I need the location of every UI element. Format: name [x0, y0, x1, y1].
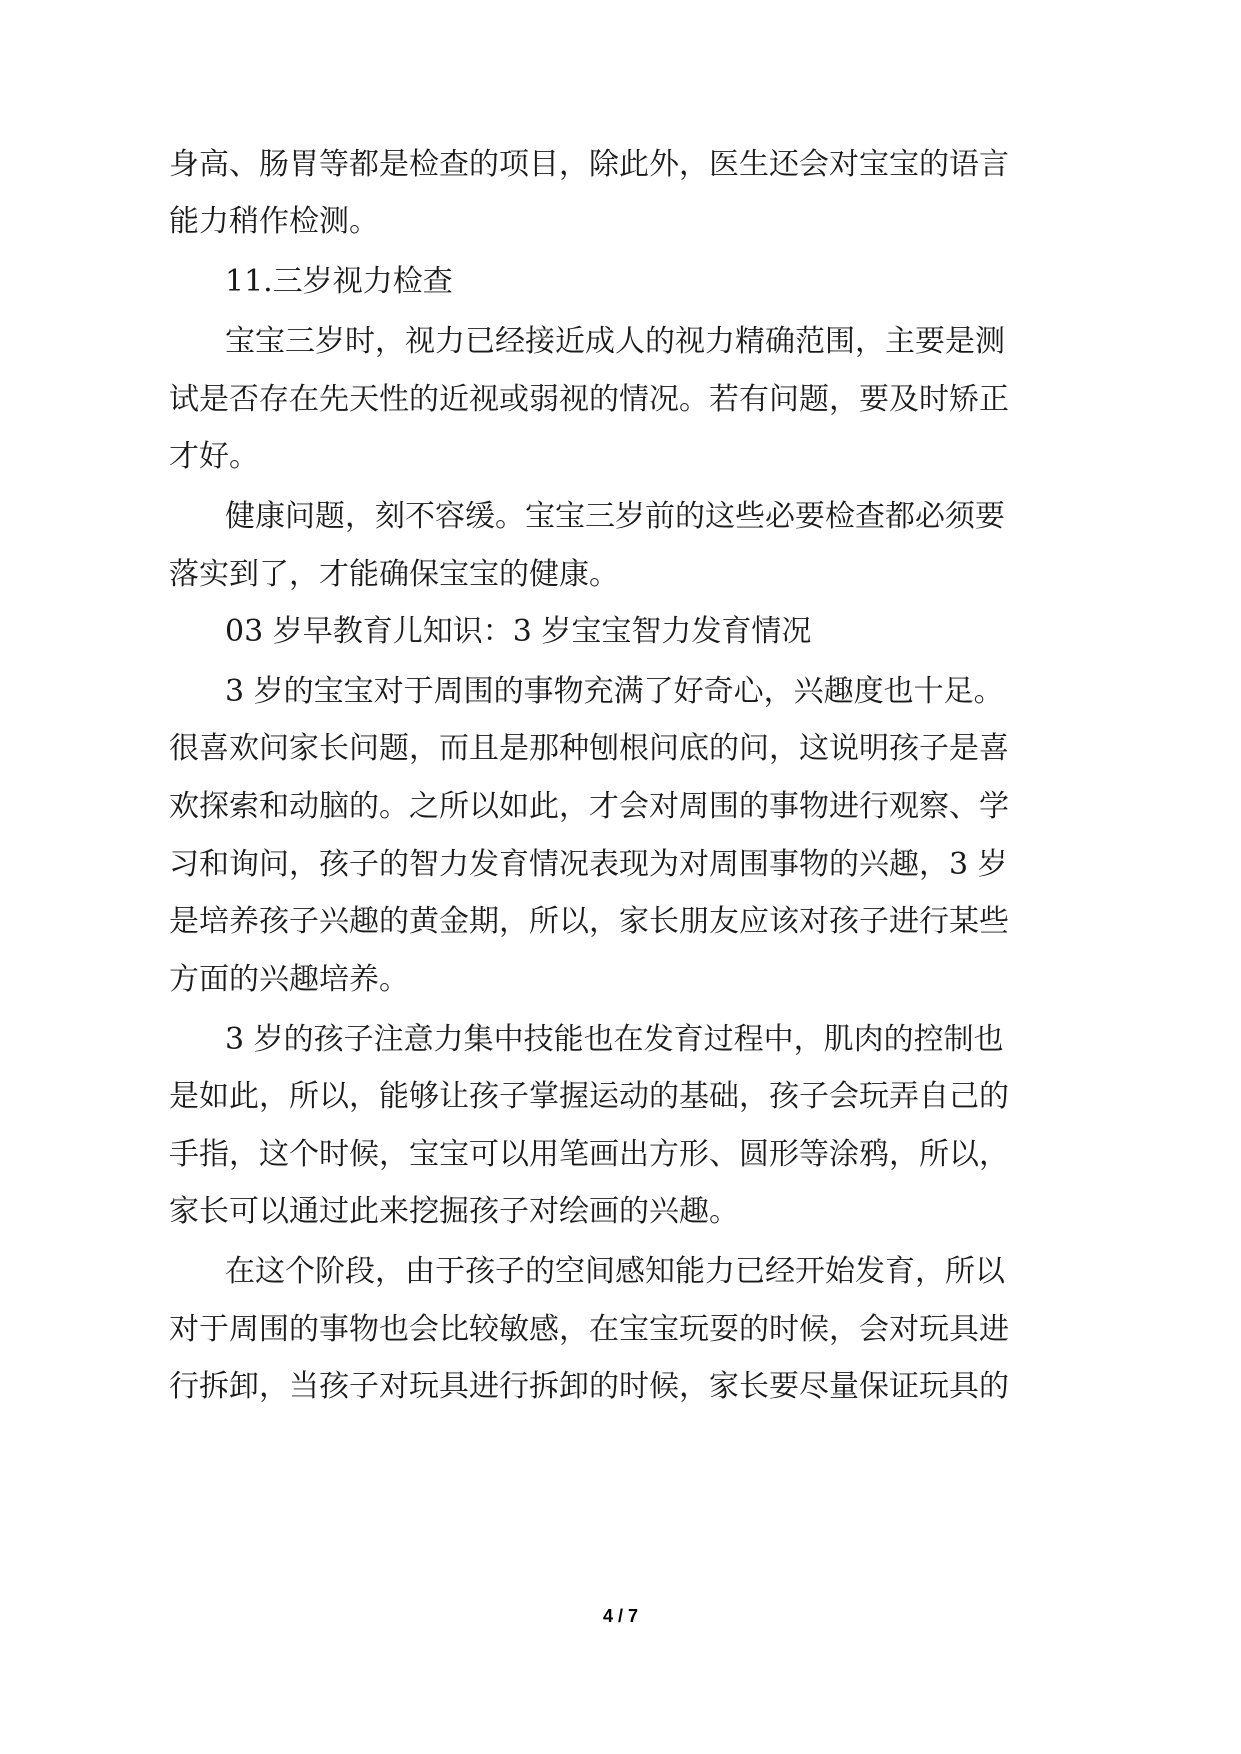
body-text-line: 才好。 — [169, 439, 259, 474]
body-text-line: 健康问题，刻不容缓。宝宝三岁前的这些必要检查都必须要 — [225, 499, 1005, 534]
body-text-line: 家长可以通过此来挖掘孩子对绘画的兴趣。 — [169, 1194, 739, 1229]
body-text-line: 是如此，所以，能够让孩子掌握运动的基础，孩子会玩弄自己的 — [169, 1079, 1009, 1114]
body-text-line: 习和询问，孩子的智力发育情况表现为对周围事物的兴趣，3 岁 — [169, 847, 1008, 882]
body-text-line: 欢探索和动脑的。之所以如此，才会对周围的事物进行观察、学 — [169, 789, 1009, 824]
body-text-line: 方面的兴趣培养。 — [169, 962, 409, 997]
body-text-line: 行拆卸，当孩子对玩具进行拆卸的时候，家长要尽量保证玩具的 — [169, 1369, 1009, 1404]
body-text-line: 手指，这个时候，宝宝可以用笔画出方形、圆形等涂鸦，所以， — [169, 1137, 1009, 1172]
body-text-line: 3 岁的孩子注意力集中技能也在发育过程中，肌肉的控制也 — [225, 1022, 1004, 1057]
body-text-line: 身高、肠胃等都是检查的项目，除此外，医生还会对宝宝的语言 — [169, 147, 1009, 182]
page-number: 4 / 7 — [602, 1606, 639, 1626]
section-heading: 11.三岁视力检查 — [225, 264, 453, 299]
body-text-line: 落实到了，才能确保宝宝的健康。 — [169, 557, 619, 592]
body-text-line: 对于周围的事物也会比较敏感，在宝宝玩耍的时候，会对玩具进 — [169, 1312, 1009, 1347]
body-text-line: 很喜欢问家长问题，而且是那种刨根问底的问，这说明孩子是喜 — [169, 731, 1009, 766]
body-text-line: 是培养孩子兴趣的黄金期，所以，家长朋友应该对孩子进行某些 — [169, 904, 1009, 939]
body-text-line: 在这个阶段，由于孩子的空间感知能力已经开始发育，所以 — [225, 1254, 1005, 1289]
body-text-line: 试是否存在先天性的近视或弱视的情况。若有问题，要及时矫正 — [169, 382, 1009, 417]
body-text-line: 3 岁的宝宝对于周围的事物充满了好奇心，兴趣度也十足。 — [225, 674, 1004, 709]
body-text-line: 能力稍作检测。 — [169, 204, 379, 239]
section-heading: 03 岁早教育儿知识：3 岁宝宝智力发育情况 — [225, 614, 812, 649]
body-text-line: 宝宝三岁时，视力已经接近成人的视力精确范围，主要是测 — [225, 324, 1005, 359]
